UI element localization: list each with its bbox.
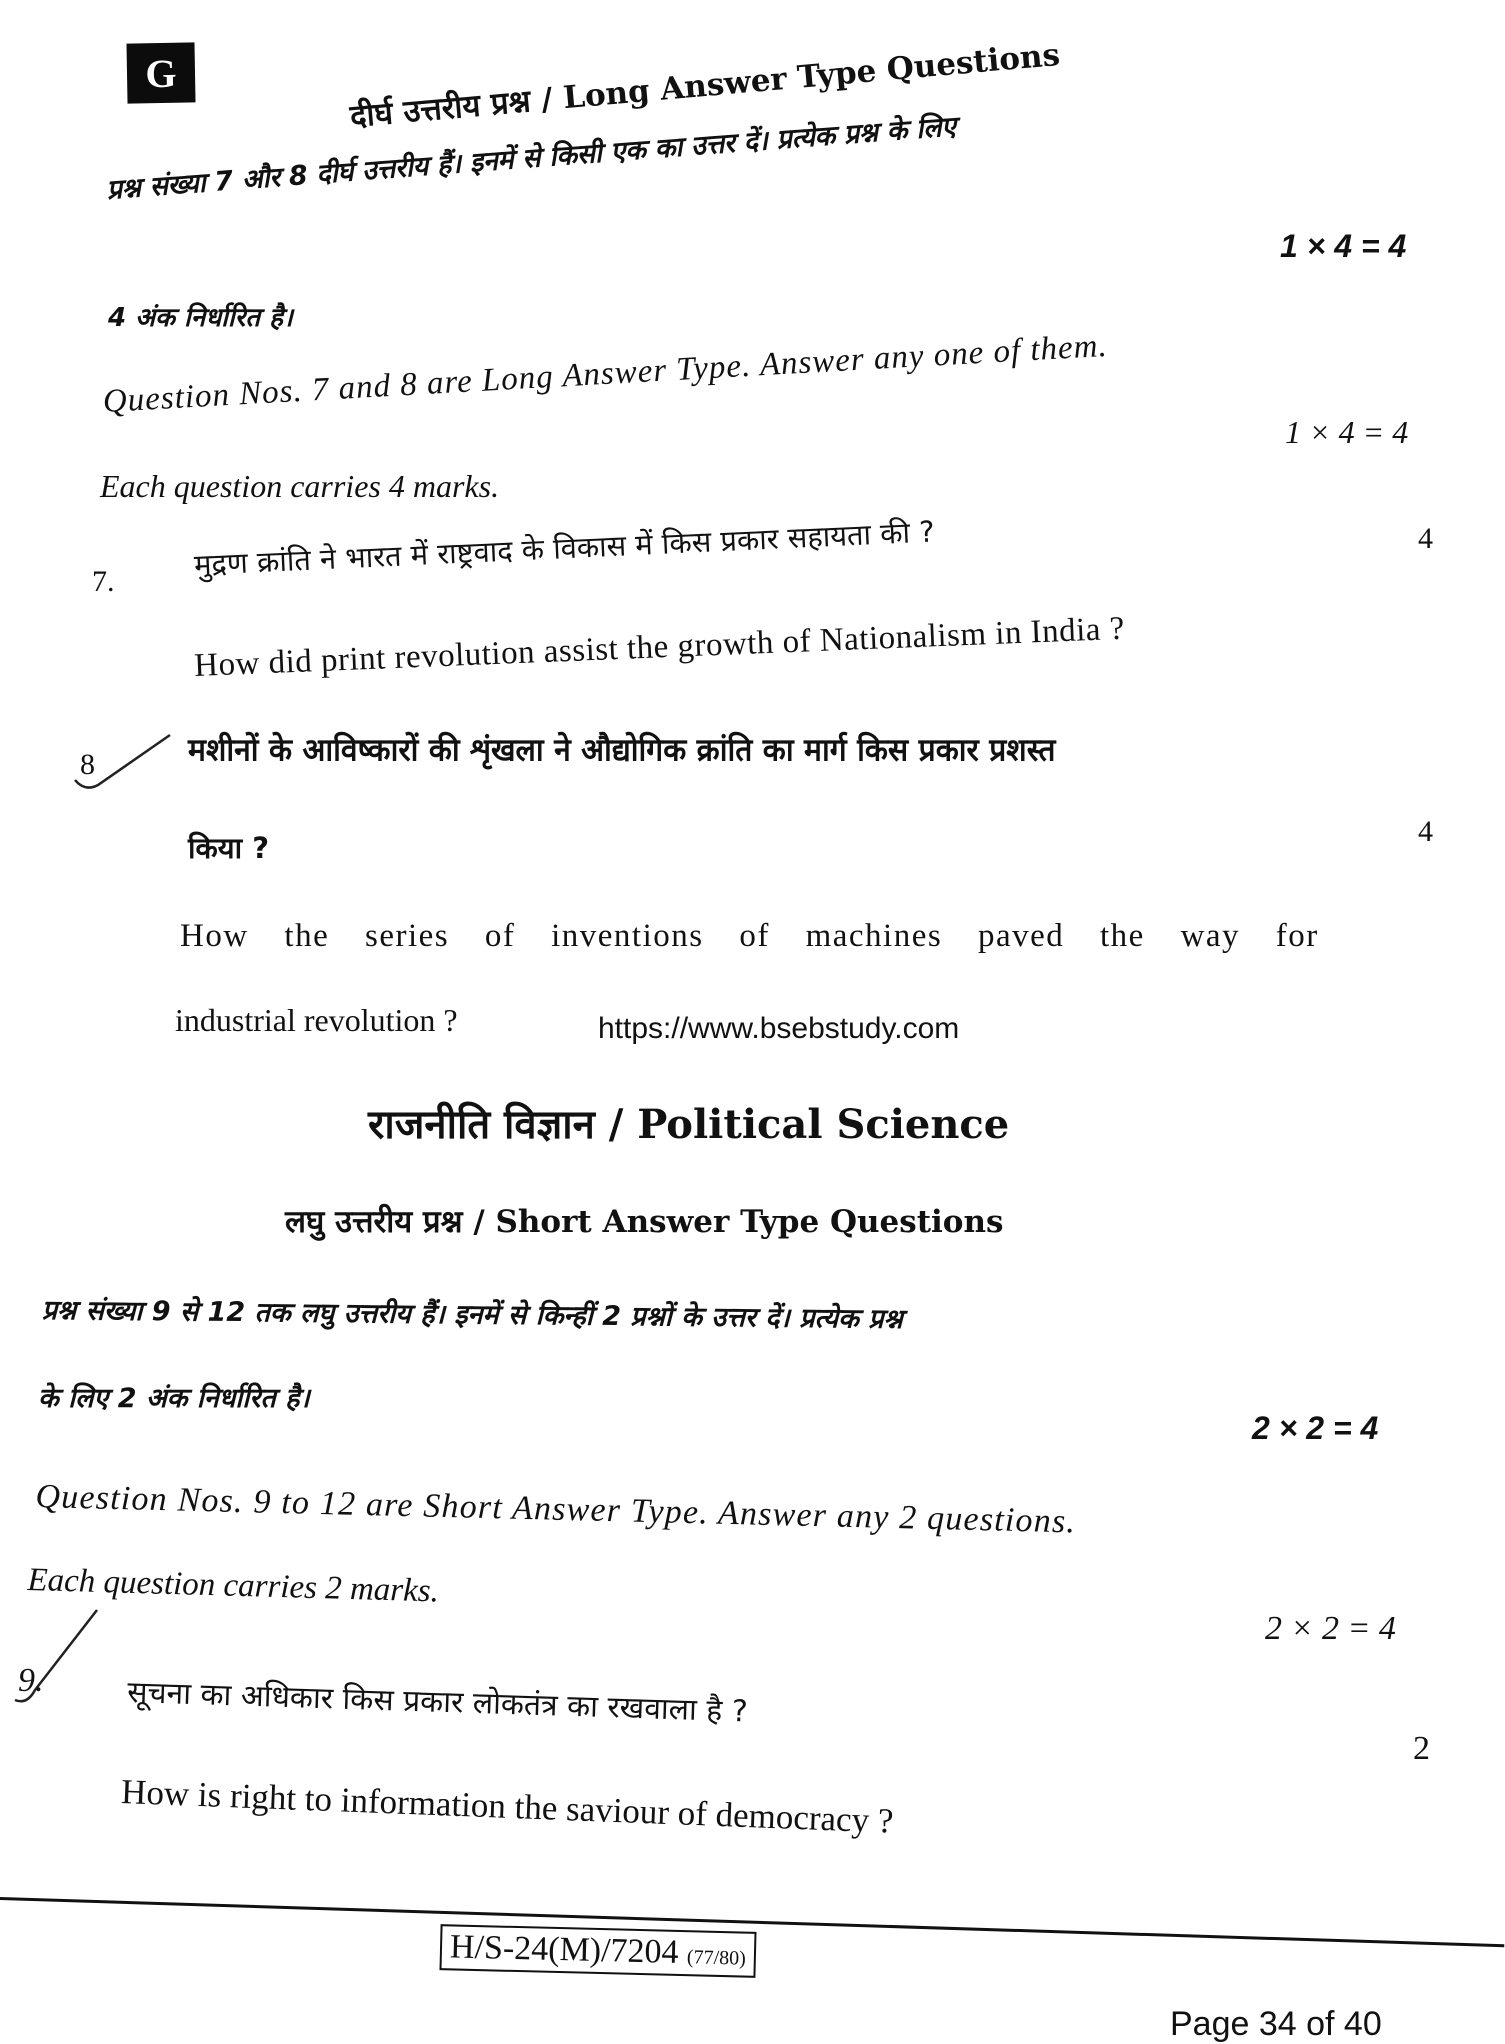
question-7-hindi: मुद्रण क्रांति ने भारत में राष्ट्रवाद के विकास में किस प्रकार सहायता की ?: [193, 514, 936, 583]
question-9-hindi: सूचना का अधिकार किस प्रकार लोकतंत्र का रखवाला है ?: [126, 1674, 749, 1730]
long-answer-instruction-hindi-line1: प्रश्न संख्या 7 और 8 दीर्घ उत्तरीय हैं। इनमें से किसी एक का उत्तर दें। प्रत्येक प्रश्न के लिए: [105, 111, 957, 207]
long-answer-instruction-hindi-line2: 4 अंक निर्धारित है।: [108, 303, 293, 333]
question-8-hindi-line2: किया ?: [188, 831, 270, 865]
long-answer-instruction-english-line1: Question Nos. 7 and 8 are Long Answer Type. Answer any one of them.: [101, 327, 1109, 421]
watermark-url: https://www.bsebstudy.com: [598, 1012, 960, 1045]
question-9-number: 9.: [18, 1662, 44, 1699]
question-9-marks: 2: [1413, 1730, 1430, 1767]
question-7-number: 7.: [92, 565, 115, 598]
short-answer-instruction-hindi-line1: प्रश्न संख्या 9 से 12 तक लघु उत्तरीय हैं। इनमें से किन्हीं 2 प्रश्नों के उत्तर दें। प्रत्येक प्रश्न: [41, 1294, 903, 1336]
question-8-number: 8: [80, 748, 95, 781]
question-8-english-line1: How the series of inventions of machines paved the way for: [180, 918, 1319, 954]
paper-code-suffix: (77/80): [686, 1946, 747, 1970]
question-8-marks: 4: [1418, 815, 1433, 848]
paper-code: H/S-24(M)/7204: [449, 1928, 680, 1971]
long-answer-heading: दीर्घ उत्तरीय प्रश्न / Long Answer Type Questions: [348, 36, 1062, 135]
page-number: Page 34 of 40: [1170, 2005, 1382, 2043]
short-answer-instruction-english-line2: Each question carries 2 marks.: [26, 1562, 440, 1610]
short-answer-marks-english: 2 × 2 = 4: [1265, 1610, 1396, 1647]
long-answer-marks-english: 1 × 4 = 4: [1285, 414, 1409, 450]
question-9-english: How is right to information the saviour of democracy ?: [120, 1772, 895, 1841]
short-answer-instruction-english-line1: Question Nos. 9 to 12 are Short Answer Type. Answer any 2 questions.: [35, 1478, 1077, 1541]
checkmark-icon: [70, 730, 180, 800]
question-8-english-line2: industrial revolution ?: [175, 1002, 458, 1038]
short-answer-marks-hindi: 2 × 2 = 4: [1252, 1410, 1379, 1446]
long-answer-instruction-english-line2: Each question carries 4 marks.: [100, 468, 500, 504]
long-answer-marks-hindi: 1 × 4 = 4: [1280, 228, 1407, 264]
set-badge: G: [126, 42, 195, 103]
short-answer-heading: लघु उत्तरीय प्रश्न / Short Answer Type Questions: [285, 1204, 1004, 1240]
question-7-english: How did print revolution assist the growth of Nationalism in India ?: [193, 610, 1126, 685]
question-7-marks: 4: [1418, 522, 1433, 555]
paper-code-box: [439, 1924, 756, 1978]
subject-heading-political-science: राजनीति विज्ञान / Political Science: [368, 1101, 1010, 1148]
short-answer-instruction-hindi-line2: के लिए 2 अंक निर्धारित है।: [38, 1383, 310, 1414]
question-8-hindi-line1: मशीनों के आविष्कारों की शृंखला ने औद्योगिक क्रांति का मार्ग किस प्रकार प्रशस्त: [188, 732, 1056, 769]
